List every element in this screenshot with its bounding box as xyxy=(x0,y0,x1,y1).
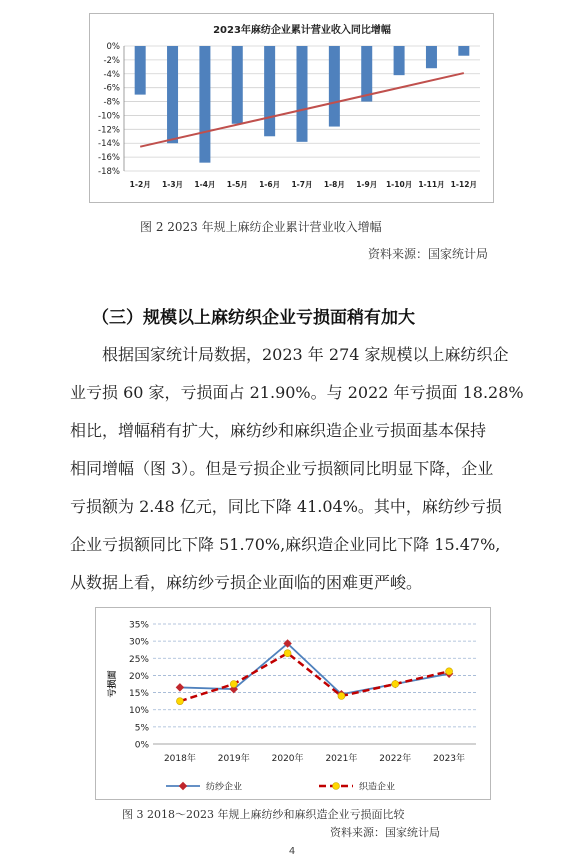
bar xyxy=(361,46,372,102)
y-tick-label: 15% xyxy=(128,689,149,700)
data-point xyxy=(338,693,345,700)
legend-marker xyxy=(179,782,187,790)
y-tick-label: 35% xyxy=(128,620,149,631)
x-tick-label: 1-8月 xyxy=(323,180,345,189)
bar xyxy=(329,46,340,127)
x-tick-label: 1-11月 xyxy=(418,180,445,189)
series-line xyxy=(180,644,449,695)
paragraph-line: 企业亏损额同比下降 51.70%,麻织造企业同比下降 15.47%, xyxy=(70,535,501,554)
y-tick-label: -8% xyxy=(103,97,120,108)
figure-2-caption: 图 2 2023 年规上麻纺企业累计营业收入增幅 xyxy=(140,220,382,234)
figure-3-caption: 图 3 2018～2023 年规上麻纺纱和麻织造企业亏损面比较 xyxy=(122,808,405,821)
y-tick-label: -14% xyxy=(98,139,120,150)
x-tick-label: 1-6月 xyxy=(259,180,281,189)
bar xyxy=(264,46,275,136)
bar xyxy=(199,46,210,163)
paragraph-line: 从数据上看，麻纺纱亏损企业面临的困难更严峻。 xyxy=(70,573,423,592)
data-point xyxy=(230,681,237,688)
loss-ratio-chart xyxy=(95,607,491,800)
section-heading: （三）规模以上麻纺织企业亏损面稍有加大 xyxy=(92,308,415,328)
y-tick-label: 30% xyxy=(128,637,149,648)
page-number: 4 xyxy=(288,846,296,857)
x-tick-label: 1-10月 xyxy=(385,180,413,189)
bar xyxy=(394,46,405,75)
x-tick-label: 2020年 xyxy=(271,754,304,764)
paragraph-line: 相比，增幅稍有扩大，麻纺纱和麻织造企业亏损面基本保持 xyxy=(70,421,487,440)
x-tick-label: 2019年 xyxy=(217,754,250,764)
y-tick-label: 0% xyxy=(106,42,120,52)
data-point xyxy=(392,681,399,688)
bar xyxy=(135,46,146,95)
x-tick-label: 2018年 xyxy=(163,754,196,764)
y-axis-label: 亏损面 xyxy=(108,670,118,698)
figure-2-source: 资料来源：国家统计局 xyxy=(368,247,489,261)
data-point xyxy=(446,668,453,675)
y-tick-label: 25% xyxy=(128,654,149,665)
y-tick-label: -12% xyxy=(98,125,120,136)
x-tick-label: 1-5月 xyxy=(226,180,248,189)
paragraph-line: 根据国家统计局数据，2023 年 274 家规模以上麻纺织企 xyxy=(70,345,509,364)
x-tick-label: 1-4月 xyxy=(194,180,216,189)
x-tick-label: 1-9月 xyxy=(356,180,378,189)
y-tick-label: -16% xyxy=(98,153,120,164)
x-tick-label: 2023年 xyxy=(433,754,466,764)
data-point xyxy=(284,650,291,657)
legend-marker xyxy=(333,783,340,790)
y-tick-label: 0% xyxy=(134,740,149,751)
loss-ratio-chart-svg xyxy=(96,608,490,799)
x-tick-label: 1-3月 xyxy=(162,180,184,189)
bar xyxy=(232,46,243,124)
y-tick-label: -4% xyxy=(103,69,120,80)
paragraph-line: 相同增幅（图 3）。但是亏损企业亏损额同比明显下降，企业 xyxy=(70,459,494,478)
paragraph-line: 业亏损 60 家，亏损面占 21.90%。与 2022 年亏损面 18.28% xyxy=(70,383,524,402)
y-tick-label: -2% xyxy=(103,55,120,66)
y-tick-label: -6% xyxy=(103,83,120,94)
x-tick-label: 2022年 xyxy=(379,754,412,764)
series-line xyxy=(180,653,449,701)
paragraph-line: 亏损额为 2.48 亿元，同比下降 41.04%。其中，麻纺纱亏损 xyxy=(70,497,502,516)
bar xyxy=(458,46,469,56)
legend-label: 织造企业 xyxy=(359,782,396,793)
x-tick-label: 1-2月 xyxy=(129,180,151,189)
y-tick-label: 5% xyxy=(134,723,149,734)
legend-label: 纺纱企业 xyxy=(206,782,243,793)
bar xyxy=(167,46,178,143)
x-tick-label: 1-12月 xyxy=(450,180,477,189)
data-point xyxy=(176,698,183,705)
bar xyxy=(426,46,437,68)
y-tick-label: 10% xyxy=(128,706,149,717)
y-tick-label: -18% xyxy=(98,167,120,177)
revenue-growth-chart xyxy=(89,13,494,203)
revenue-growth-chart-svg xyxy=(90,14,493,202)
y-tick-label: -10% xyxy=(98,111,120,122)
data-point xyxy=(176,683,184,691)
bar xyxy=(297,46,308,142)
chart-title: 2023年麻纺企业累计营业收入同比增幅 xyxy=(213,25,391,36)
x-tick-label: 1-7月 xyxy=(291,180,313,189)
y-tick-label: 20% xyxy=(128,671,149,682)
figure-3-source: 资料来源：国家统计局 xyxy=(330,826,440,839)
x-tick-label: 2021年 xyxy=(325,754,358,764)
